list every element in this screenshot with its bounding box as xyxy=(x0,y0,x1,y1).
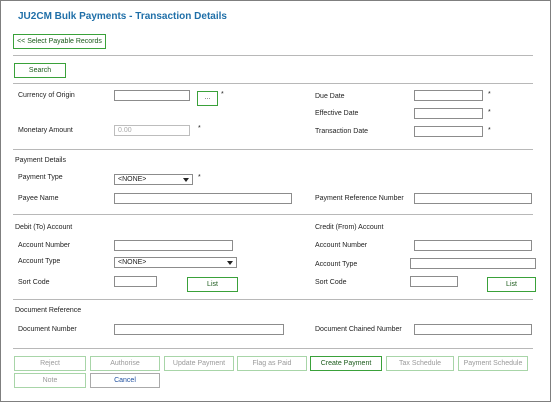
divider xyxy=(13,299,533,300)
payment-type-value: <NONE> xyxy=(118,176,147,183)
effective-date-label: Effective Date xyxy=(315,110,359,117)
flag-as-paid-button[interactable]: Flag as Paid xyxy=(237,356,307,371)
document-chained-number-label: Document Chained Number xyxy=(315,326,402,333)
currency-lookup-button[interactable]: ... xyxy=(197,91,218,106)
required-marker: * xyxy=(221,91,224,98)
debit-account-type-value: <NONE> xyxy=(118,259,147,266)
monetary-amount-input[interactable]: 0.00 xyxy=(114,125,190,136)
required-marker: * xyxy=(488,127,491,134)
tax-schedule-button[interactable]: Tax Schedule xyxy=(386,356,454,371)
payment-type-label: Payment Type xyxy=(18,174,63,181)
divider xyxy=(13,348,533,349)
credit-account-type-input[interactable] xyxy=(410,258,536,269)
credit-account-number-label: Account Number xyxy=(315,242,368,249)
required-marker: * xyxy=(488,91,491,98)
monetary-amount-label: Monetary Amount xyxy=(18,127,73,134)
required-marker: * xyxy=(198,174,201,181)
debit-account-number-label: Account Number xyxy=(18,242,71,249)
currency-of-origin-label: Currency of Origin xyxy=(18,92,75,99)
divider xyxy=(13,149,533,150)
reject-button[interactable]: Reject xyxy=(14,356,86,371)
chevron-down-icon xyxy=(227,261,233,265)
document-number-label: Document Number xyxy=(18,326,77,333)
divider xyxy=(13,55,533,56)
debit-list-button[interactable]: List xyxy=(187,277,238,292)
credit-account-type-label: Account Type xyxy=(315,261,358,268)
document-chained-number-input[interactable] xyxy=(414,324,532,335)
transaction-date-label: Transaction Date xyxy=(315,128,369,135)
credit-account-heading: Credit (From) Account xyxy=(315,224,384,231)
credit-account-number-input[interactable] xyxy=(414,240,532,251)
due-date-label: Due Date xyxy=(315,93,345,100)
divider xyxy=(13,214,533,215)
document-number-input[interactable] xyxy=(114,324,284,335)
note-button[interactable]: Note xyxy=(14,373,86,388)
credit-sort-code-input[interactable] xyxy=(410,276,458,287)
back-to-payable-records-button[interactable]: << Select Payable Records xyxy=(13,34,106,49)
credit-list-button[interactable]: List xyxy=(487,277,536,292)
debit-account-type-select[interactable] xyxy=(114,257,237,268)
payment-schedule-button[interactable]: Payment Schedule xyxy=(458,356,528,371)
payment-type-select[interactable] xyxy=(114,174,193,185)
credit-sort-code-label: Sort Code xyxy=(315,279,347,286)
authorise-button[interactable]: Authorise xyxy=(90,356,160,371)
chevron-down-icon xyxy=(183,178,189,182)
cancel-button[interactable]: Cancel xyxy=(90,373,160,388)
due-date-input[interactable] xyxy=(414,90,483,101)
update-payment-button[interactable]: Update Payment xyxy=(164,356,234,371)
currency-of-origin-input[interactable] xyxy=(114,90,190,101)
document-reference-heading: Document Reference xyxy=(15,307,82,314)
divider xyxy=(13,83,533,84)
payment-reference-input[interactable] xyxy=(414,193,532,204)
debit-account-heading: Debit (To) Account xyxy=(15,224,73,231)
required-marker: * xyxy=(488,109,491,116)
payment-details-heading: Payment Details xyxy=(15,157,66,164)
payee-name-input[interactable] xyxy=(114,193,292,204)
debit-account-type-label: Account Type xyxy=(18,258,61,265)
effective-date-input[interactable] xyxy=(414,108,483,119)
transaction-date-input[interactable] xyxy=(414,126,483,137)
page-title: JU2CM Bulk Payments - Transaction Details xyxy=(18,11,227,22)
debit-sort-code-label: Sort Code xyxy=(18,279,50,286)
search-button[interactable]: Search xyxy=(14,63,66,78)
payment-reference-label: Payment Reference Number xyxy=(315,195,404,202)
payee-name-label: Payee Name xyxy=(18,195,59,202)
debit-account-number-input[interactable] xyxy=(114,240,233,251)
required-marker: * xyxy=(198,125,201,132)
create-payment-button[interactable]: Create Payment xyxy=(310,356,382,371)
debit-sort-code-input[interactable] xyxy=(114,276,157,287)
